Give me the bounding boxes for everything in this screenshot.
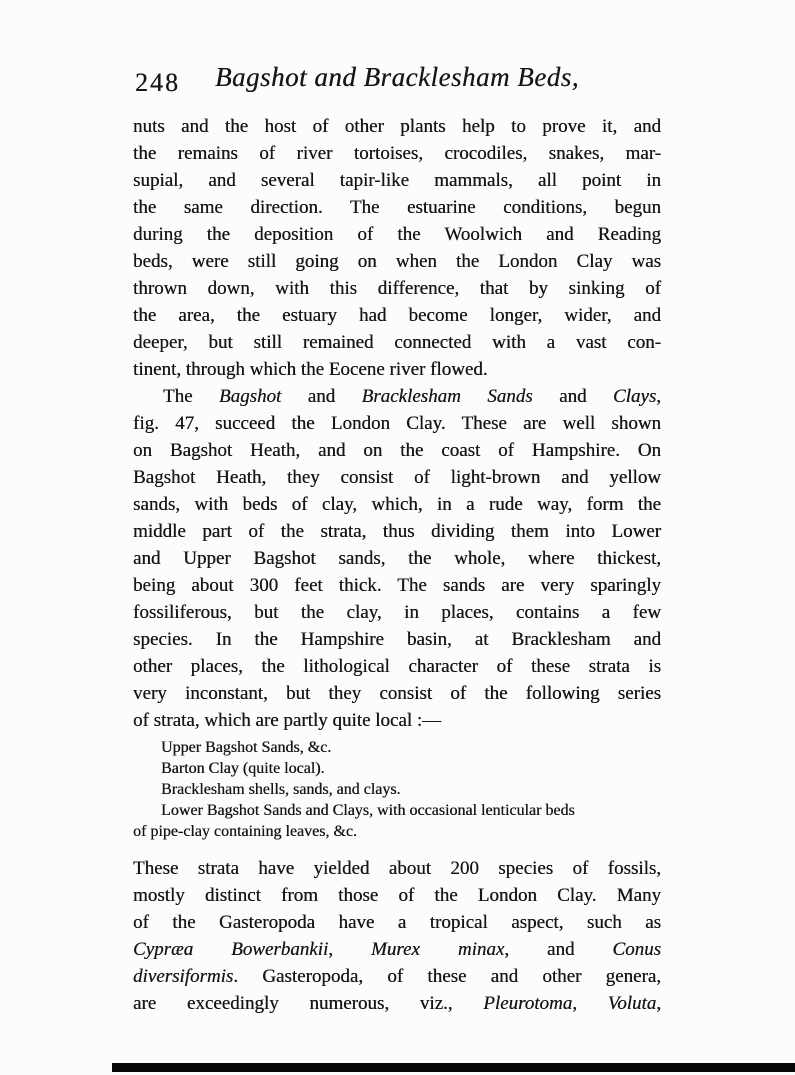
text: other places, the lithological character of these strata is — [133, 656, 661, 677]
text: supial, and several tapir-like mammals, all point in — [133, 170, 661, 191]
text-line — [133, 855, 661, 882]
text-line — [133, 626, 661, 653]
text: Upper Bagshot Sands, &c. — [161, 739, 332, 756]
text-line — [133, 758, 661, 779]
italic-text: diversiformis — [133, 966, 234, 987]
italic-text: Bagshot — [218, 386, 282, 407]
text-line — [133, 491, 661, 518]
text-line — [133, 437, 661, 464]
text: fossiliferous, but the clay, in places, contains a few — [133, 602, 661, 623]
text-line — [133, 882, 661, 909]
text-line — [133, 599, 661, 626]
paragraph-2 — [133, 383, 661, 734]
text: on Bagshot Heath, and on the coast of Hampshire. On — [133, 440, 661, 461]
text: species. In the Hampshire basin, at Bracklesham and — [133, 629, 661, 650]
text: Barton Clay (quite local). — [161, 760, 325, 777]
text-line — [133, 680, 661, 707]
text-line — [133, 963, 661, 990]
text-line — [133, 302, 661, 329]
text: deeper, but still remained connected with a vast con- — [133, 332, 661, 353]
text: , — [656, 386, 661, 407]
text: , and — [504, 939, 613, 960]
text: The — [163, 386, 219, 407]
text: of the Gasteropoda have a tropical aspect, such as — [133, 912, 661, 933]
text: , — [572, 993, 608, 1014]
text: fig. 47, succeed the London Clay. These are well shown — [133, 413, 661, 434]
text: the area, the estuary had become longer, wider, and — [133, 305, 661, 326]
text-line — [133, 779, 661, 800]
text-line — [133, 383, 661, 410]
text-line — [133, 113, 661, 140]
italic-text: Cypræa Bowerbankii — [133, 939, 329, 960]
text-line — [133, 707, 661, 734]
text: mostly distinct from those of the London Clay. Many — [133, 885, 661, 906]
text-line — [133, 936, 661, 963]
text: These strata have yielded about 200 species of fossils, — [133, 858, 661, 879]
text: during the deposition of the Woolwich and Reading — [133, 224, 661, 245]
text-line — [133, 275, 661, 302]
text: tinent, through which the Eocene river flowed. — [133, 359, 488, 380]
italic-text: Murex minax — [370, 939, 505, 960]
text-line — [133, 167, 661, 194]
text: nuts and the host of other plants help to prove it, and — [133, 116, 661, 137]
running-title: Bagshot and Bracklesham Beds, — [215, 62, 579, 92]
text-line — [133, 329, 661, 356]
paragraph-3 — [133, 855, 661, 1017]
text-line — [133, 221, 661, 248]
text: Bracklesham shells, sands, and clays. — [161, 781, 401, 798]
strata-list — [133, 737, 661, 842]
text-line — [133, 572, 661, 599]
page-header — [133, 62, 661, 98]
text: beds, were still going on when the London Clay was — [133, 251, 661, 272]
text-line — [133, 800, 661, 821]
text: the remains of river tortoises, crocodiles, snakes, mar- — [133, 143, 661, 164]
text-line — [133, 990, 661, 1017]
text: Lower Bagshot Sands and Clays, with occasional lenticular beds — [161, 802, 575, 819]
text: very inconstant, but they consist of the following series — [133, 683, 661, 704]
text: sands, with beds of clay, which, in a rude way, form the — [133, 494, 661, 515]
text-line — [133, 464, 661, 491]
text-line — [133, 194, 661, 221]
text: being about 300 feet thick. The sands are very sparingly — [133, 575, 661, 596]
text: . Gasteropoda, of these and other genera, — [233, 966, 661, 987]
italic-text: Voluta — [607, 993, 657, 1014]
text: and — [532, 386, 613, 407]
text: and Upper Bagshot sands, the whole, where thickest, — [133, 548, 661, 569]
page-body — [133, 113, 661, 1017]
text: middle part of the strata, thus dividing them into Lower — [133, 521, 661, 542]
italic-text: Pleurotoma — [483, 993, 573, 1014]
text: of strata, which are partly quite local :— — [133, 710, 442, 731]
text-line — [133, 356, 661, 383]
text-line — [133, 821, 661, 842]
text-line — [133, 737, 661, 758]
scan-edge-artifact — [112, 1063, 795, 1072]
text: the same direction. The estuarine conditions, begun — [133, 197, 661, 218]
text-line — [133, 410, 661, 437]
text: , — [328, 939, 371, 960]
text-line — [133, 518, 661, 545]
text: , — [656, 993, 662, 1014]
text: of pipe-clay containing leaves, &c. — [133, 823, 357, 840]
text-line — [133, 545, 661, 572]
italic-text: Conus — [612, 939, 661, 960]
text-line — [133, 140, 661, 167]
text: Bagshot Heath, they consist of light-brown and yellow — [133, 467, 661, 488]
text-line — [133, 653, 661, 680]
text-line — [133, 248, 661, 275]
text: and — [281, 386, 362, 407]
text: are exceedingly numerous, viz., — [133, 993, 484, 1014]
page-number: 248 — [135, 68, 180, 97]
text-line — [133, 909, 661, 936]
text: thrown down, with this difference, that by sinking of — [133, 278, 661, 299]
paragraph-1 — [133, 113, 661, 383]
italic-text: Bracklesham Sands — [361, 386, 533, 407]
italic-text: Clays — [612, 386, 657, 407]
